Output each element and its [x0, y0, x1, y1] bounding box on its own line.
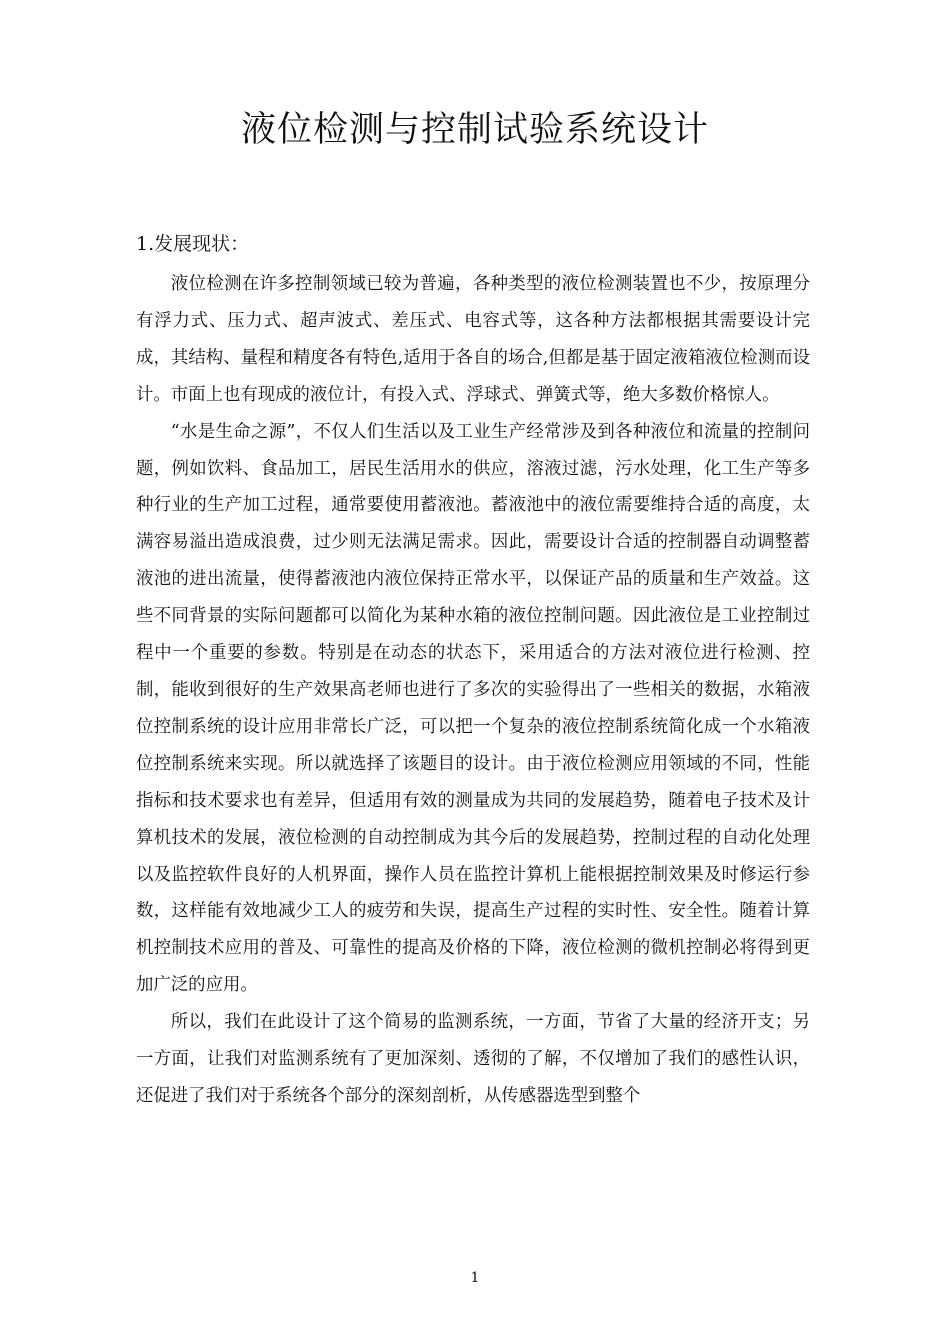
page-number: 1 [470, 1270, 480, 1286]
paragraph-1: 液位检测在许多控制领域已较为普遍，各种类型的液位检测装置也不少，按原理分有浮力式、压力式、超声波式、差压式、电容式等，这各种方法都根据其需要设计完成，其结构、量程和精度各有特色,适用于各自的场合,但都是基于固定液箱液位检测而设计。市面上也有现成的液位计，有投入式、浮球式、弹簧式等，绝大多数价格惊人。 [136, 274, 810, 405]
document-title: 液位检测与控制试验系统设计 [240, 110, 709, 150]
paragraph-3: 所以，我们在此设计了这个简易的监测系统，一方面，节省了大量的经济开支；另一方面，让我们对监测系统有了更加深刻、透彻的了解，不仅增加了我们的感性认识，还促进了我们对于系统各个部分的深刻剖析，从传感器选型到整个 [136, 1012, 810, 1106]
paragraph-2: “水是生命之源”，不仅人们生活以及工业生产经常涉及到各种液位和流量的控制问题，例如饮料、食品加工，居民生活用水的供应，溶液过滤，污水处理，化工生产等多种行业的生产加工过程，通常要使用蓄液池。蓄液池中的液位需要维持合适的高度，太满容易溢出造成浪费，过少则无法满足需求。因此，需要设计合适的控制器自动调整蓄液池的进出流量，使得蓄液池内液位保持正常水平，以保证产品的质量和生产效益。这些不同背景的实际问题都可以简化为某种水箱的液位控制问题。因此液位是工业控制过程中一个重要的参数。特别是在动态的状态下，采用适合的方法对液位进行检测、控制，能收到很好的生产效果高老师也进行了多次的实验得出了一些相关的数据，水箱液位控制系统的设计应用非常长广泛，可以把一个复杂的液位控制系统简化成一个水箱液位控制系统来实现。所以就选择了该题目的设计。由于液位检测应用领域的不同，性能指标和技术要求也有差异，但适用有效的测量成为共同的发展趋势，随着电子技术及计算机技术的发展，液位检测的自动控制成为其今后的发展趋势，控制过程的自动化处理以及监控软件良好的人机界面，操作人员在监控计算机上能根据控制效果及时修运行参数，这样能有效地减少工人的疲劳和失误，提高生产过程的实时性、安全性。随着计算机控制技术应用的普及、可靠性的提高及价格的下降，液位检测的微机控制必将得到更加广泛的应用。 [136, 421, 810, 996]
body-text [136, 266, 810, 1115]
section-heading: 1.发展现状： [136, 233, 250, 255]
